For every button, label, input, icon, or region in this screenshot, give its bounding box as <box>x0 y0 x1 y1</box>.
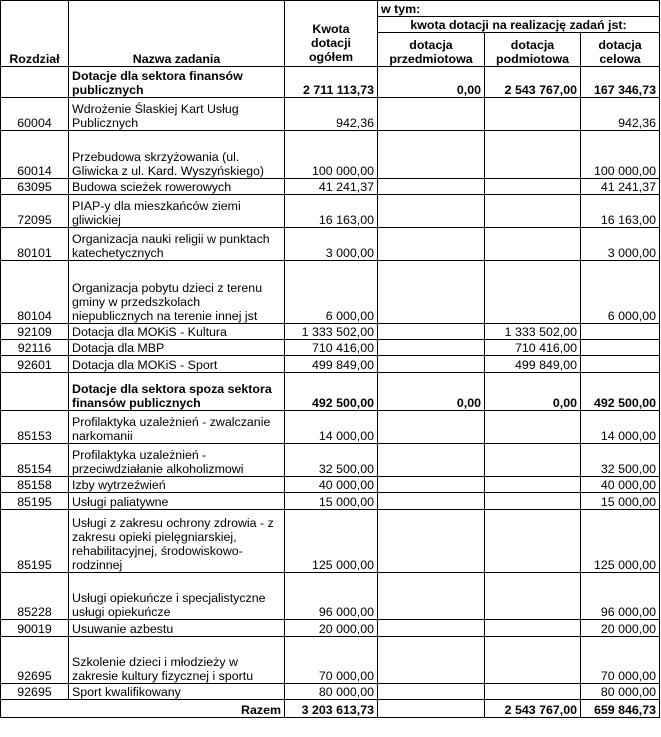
cell-podmiotowa <box>485 573 581 620</box>
cell-ogolem: 14 000,00 <box>285 411 378 444</box>
cell-ogolem: 499 849,00 <box>285 356 378 373</box>
header-kwota-ogolem: Kwota dotacji ogółem <box>285 1 378 67</box>
cell-ogolem: 32 500,00 <box>285 444 378 477</box>
table-row <box>1 411 660 444</box>
header-podmiotowa: dotacja podmiotowa <box>485 33 581 67</box>
cell-podmiotowa <box>485 477 581 493</box>
cell-ogolem: 125 000,00 <box>285 510 378 573</box>
cell-przedmiotowa <box>378 411 485 444</box>
cell-celowa: 125 000,00 <box>581 510 660 573</box>
header-nazwa-zadania: Nazwa zadania <box>69 1 285 67</box>
table-row <box>1 493 660 510</box>
cell-nazwa: Organizacja pobytu dzieci z terenu gminy w przedszkolach niepublicznych na terenie innej jst <box>69 261 285 324</box>
cell-ogolem: 15 000,00 <box>285 493 378 510</box>
cell-podmiotowa <box>485 98 581 131</box>
table-row <box>1 510 660 573</box>
cell-rozdzial: 63095 <box>1 179 69 195</box>
cell-celowa: 14 000,00 <box>581 411 660 444</box>
cell-nazwa: Organizacja nauki religii w punktach katechetycznych <box>69 228 285 261</box>
cell-przedmiotowa: 0,00 <box>378 67 485 98</box>
table-body <box>1 67 660 718</box>
cell-rozdzial: 92695 <box>1 637 69 684</box>
cell-celowa: 80 000,00 <box>581 684 660 700</box>
cell-rozdzial: 92109 <box>1 324 69 340</box>
cell-ogolem: 70 000,00 <box>285 637 378 684</box>
cell-celowa: 96 000,00 <box>581 573 660 620</box>
cell-rozdzial: 85195 <box>1 493 69 510</box>
cell-nazwa: Przebudowa skrzyżowania (ul. Gliwicka z ul. Kard. Wyszyńskiego) <box>69 131 285 179</box>
section-row <box>1 373 660 411</box>
cell-rozdzial: 85158 <box>1 477 69 493</box>
cell-nazwa: Dotacja dla MOKiS - Kultura <box>69 324 285 340</box>
cell-podmiotowa <box>485 637 581 684</box>
cell-rozdzial: 60014 <box>1 131 69 179</box>
cell-ogolem: 1 333 502,00 <box>285 324 378 340</box>
cell-podmiotowa <box>485 179 581 195</box>
cell-ogolem: 492 500,00 <box>285 373 378 411</box>
cell-przedmiotowa <box>378 356 485 373</box>
cell-celowa: 492 500,00 <box>581 373 660 411</box>
table-row <box>1 444 660 477</box>
cell-ogolem: 6 000,00 <box>285 261 378 324</box>
cell-przedmiotowa <box>378 444 485 477</box>
cell-rozdzial: 80104 <box>1 261 69 324</box>
cell-nazwa: Sport kwalifikowany <box>69 684 285 700</box>
cell-nazwa: Usługi opiekuńcze i specjalistyczne usługi opiekuńcze <box>69 573 285 620</box>
cell-ogolem: 942,36 <box>285 98 378 131</box>
header-w-tym: w tym: <box>378 1 660 17</box>
cell-celowa: 6 000,00 <box>581 261 660 324</box>
table-row <box>1 98 660 131</box>
table-row <box>1 620 660 637</box>
cell-celowa <box>581 340 660 356</box>
cell-przedmiotowa <box>378 340 485 356</box>
cell-nazwa: Szkolenie dzieci i młodzieży w zakresie kultury fizycznej i sportu <box>69 637 285 684</box>
cell-celowa: 942,36 <box>581 98 660 131</box>
cell-przedmiotowa <box>378 228 485 261</box>
cell-podmiotowa: 1 333 502,00 <box>485 324 581 340</box>
header-rozdzial: Rozdział <box>1 1 69 67</box>
table-row <box>1 340 660 356</box>
total-celowa: 659 846,73 <box>581 700 660 718</box>
cell-rozdzial: 85153 <box>1 411 69 444</box>
cell-podmiotowa: 0,00 <box>485 373 581 411</box>
cell-rozdzial: 85228 <box>1 573 69 620</box>
cell-rozdzial: 60004 <box>1 98 69 131</box>
cell-przedmiotowa <box>378 195 485 228</box>
cell-celowa <box>581 356 660 373</box>
cell-rozdzial <box>1 373 69 411</box>
cell-rozdzial: 92695 <box>1 684 69 700</box>
cell-rozdzial: 72095 <box>1 195 69 228</box>
cell-przedmiotowa <box>378 620 485 637</box>
cell-celowa: 70 000,00 <box>581 637 660 684</box>
cell-przedmiotowa <box>378 637 485 684</box>
cell-przedmiotowa <box>378 179 485 195</box>
cell-ogolem: 16 163,00 <box>285 195 378 228</box>
cell-rozdzial: 92601 <box>1 356 69 373</box>
cell-nazwa: Dotacje dla sektora finansów publicznych <box>69 67 285 98</box>
total-przedmiotowa <box>378 700 485 718</box>
cell-celowa: 40 000,00 <box>581 477 660 493</box>
table-row <box>1 477 660 493</box>
cell-ogolem: 96 000,00 <box>285 573 378 620</box>
cell-przedmiotowa <box>378 477 485 493</box>
table-row <box>1 637 660 684</box>
total-podmiotowa: 2 543 767,00 <box>485 700 581 718</box>
cell-przedmiotowa <box>378 131 485 179</box>
cell-przedmiotowa <box>378 261 485 324</box>
cell-podmiotowa <box>485 131 581 179</box>
cell-podmiotowa <box>485 261 581 324</box>
cell-nazwa: Dotacje dla sektora spoza sektora finansów publicznych <box>69 373 285 411</box>
cell-celowa: 15 000,00 <box>581 493 660 510</box>
cell-ogolem: 20 000,00 <box>285 620 378 637</box>
section-row <box>1 67 660 98</box>
cell-podmiotowa <box>485 493 581 510</box>
cell-ogolem: 41 241,37 <box>285 179 378 195</box>
cell-celowa: 41 241,37 <box>581 179 660 195</box>
table-row <box>1 195 660 228</box>
table-row <box>1 573 660 620</box>
header-kwota-dotacji-jst: kwota dotacji na realizację zadań jst: <box>378 17 660 33</box>
cell-ogolem: 40 000,00 <box>285 477 378 493</box>
cell-rozdzial <box>1 67 69 98</box>
table-row <box>1 261 660 324</box>
table-row <box>1 131 660 179</box>
cell-podmiotowa <box>485 510 581 573</box>
cell-podmiotowa <box>485 228 581 261</box>
cell-nazwa: Dotacja dla MBP <box>69 340 285 356</box>
cell-nazwa: Usługi z zakresu ochrony zdrowia - z zakresu opieki pielęgniarskiej, rehabilitacyjnej, środowiskowo- rodzinnej <box>69 510 285 573</box>
cell-podmiotowa: 499 849,00 <box>485 356 581 373</box>
cell-nazwa: Profilaktyka uzależnień - zwalczanie narkomanii <box>69 411 285 444</box>
cell-celowa: 100 000,00 <box>581 131 660 179</box>
cell-przedmiotowa <box>378 98 485 131</box>
cell-rozdzial: 90019 <box>1 620 69 637</box>
total-row <box>1 700 660 718</box>
header-przedmiotowa: dotacja przedmiotowa <box>378 33 485 67</box>
cell-ogolem: 80 000,00 <box>285 684 378 700</box>
cell-podmiotowa <box>485 411 581 444</box>
cell-nazwa: PIAP-y dla mieszkańców ziemi gliwickiej <box>69 195 285 228</box>
table-row <box>1 228 660 261</box>
cell-podmiotowa: 710 416,00 <box>485 340 581 356</box>
total-label: Razem <box>1 700 285 718</box>
cell-podmiotowa <box>485 684 581 700</box>
cell-nazwa: Budowa scieżek rowerowych <box>69 179 285 195</box>
cell-celowa: 16 163,00 <box>581 195 660 228</box>
cell-rozdzial: 92116 <box>1 340 69 356</box>
header-celowa: dotacja celowa <box>581 33 660 67</box>
table-row <box>1 356 660 373</box>
cell-ogolem: 3 000,00 <box>285 228 378 261</box>
cell-celowa: 20 000,00 <box>581 620 660 637</box>
cell-ogolem: 100 000,00 <box>285 131 378 179</box>
cell-przedmiotowa <box>378 573 485 620</box>
cell-celowa: 167 346,73 <box>581 67 660 98</box>
cell-nazwa: Izby wytrzeźwień <box>69 477 285 493</box>
cell-rozdzial: 85154 <box>1 444 69 477</box>
table-row <box>1 684 660 700</box>
total-ogolem: 3 203 613,73 <box>285 700 378 718</box>
cell-celowa: 3 000,00 <box>581 228 660 261</box>
cell-nazwa: Profilaktyka uzależnień - przeciwdziałanie alkoholizmowi <box>69 444 285 477</box>
table-row <box>1 324 660 340</box>
cell-nazwa: Usługi paliatywne <box>69 493 285 510</box>
cell-przedmiotowa <box>378 324 485 340</box>
cell-rozdzial: 85195 <box>1 510 69 573</box>
cell-podmiotowa <box>485 444 581 477</box>
cell-podmiotowa: 2 543 767,00 <box>485 67 581 98</box>
cell-przedmiotowa <box>378 684 485 700</box>
table-row <box>1 179 660 195</box>
cell-nazwa: Wdrożenie Ślaskiej Kart Usług Publicznych <box>69 98 285 131</box>
cell-nazwa: Dotacja dla MOKiS - Sport <box>69 356 285 373</box>
cell-celowa <box>581 324 660 340</box>
cell-rozdzial: 80101 <box>1 228 69 261</box>
cell-ogolem: 710 416,00 <box>285 340 378 356</box>
cell-podmiotowa <box>485 620 581 637</box>
cell-przedmiotowa <box>378 510 485 573</box>
cell-przedmiotowa: 0,00 <box>378 373 485 411</box>
cell-celowa: 32 500,00 <box>581 444 660 477</box>
cell-podmiotowa <box>485 195 581 228</box>
cell-przedmiotowa <box>378 493 485 510</box>
cell-ogolem: 2 711 113,73 <box>285 67 378 98</box>
cell-nazwa: Usuwanie azbestu <box>69 620 285 637</box>
